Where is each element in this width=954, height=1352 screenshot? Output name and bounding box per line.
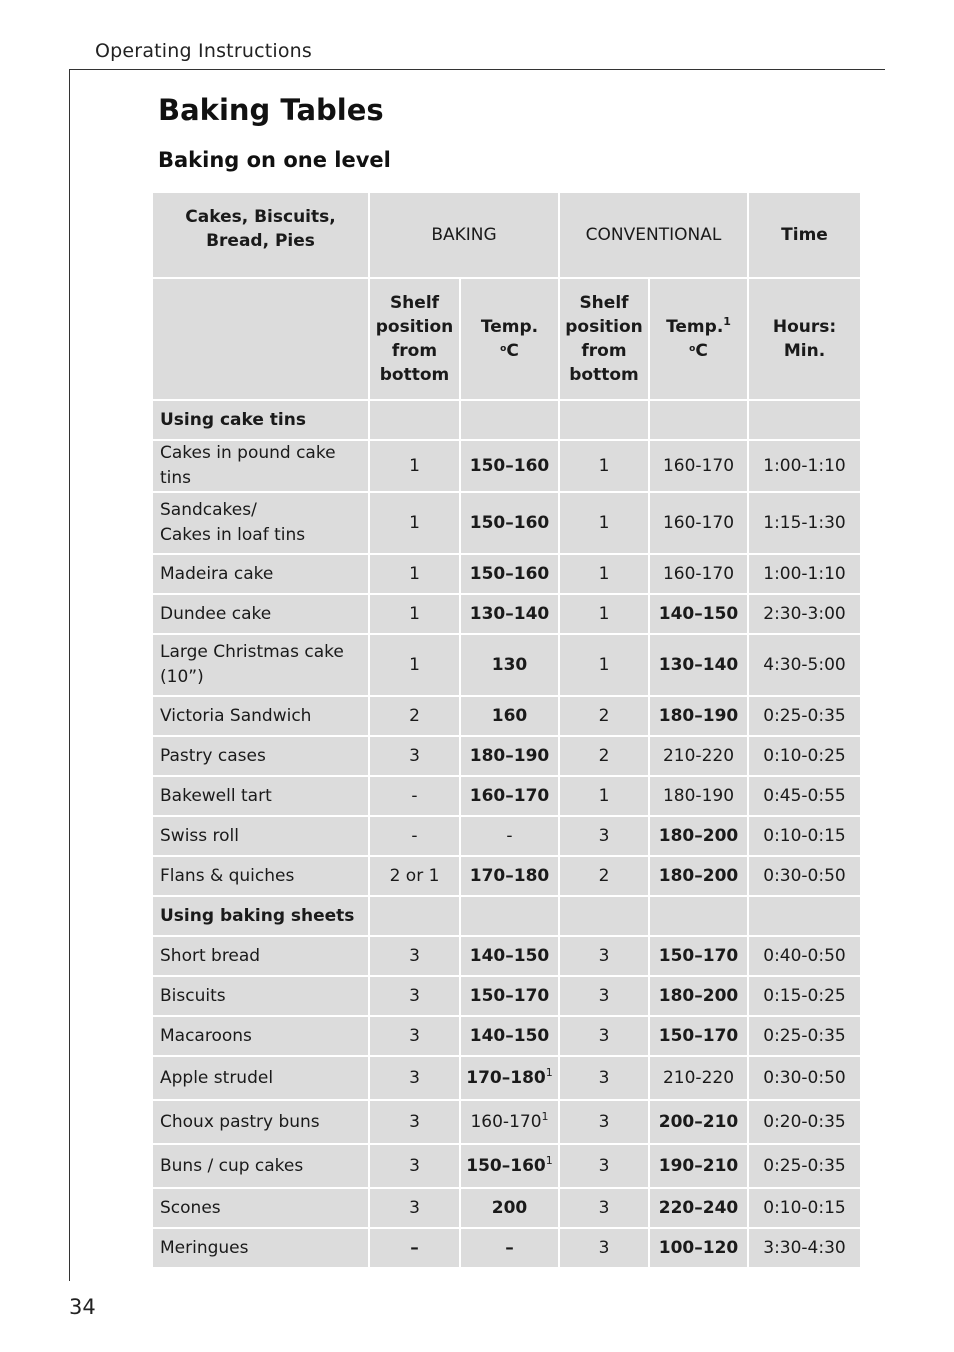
temp-baking-label: Temp. — [480, 317, 539, 337]
empty-cell — [559, 896, 649, 936]
shelf-conventional: 1 — [559, 634, 649, 696]
table-row — [152, 1100, 861, 1144]
temp-conventional: 150–170 — [649, 1016, 748, 1056]
temp-baking-value: 170–180 — [466, 1068, 546, 1088]
empty-cell — [559, 400, 649, 440]
item-name: Apple strudel — [152, 1056, 369, 1100]
temp-baking-value: 170–180 — [469, 866, 550, 886]
temp-conventional: 160-170 — [649, 554, 748, 594]
temp-baking — [460, 696, 559, 736]
item-name: Flans & quiches — [152, 856, 369, 896]
header-rule — [69, 69, 885, 70]
table-row — [152, 492, 861, 554]
shelf-conventional: 1 — [559, 594, 649, 634]
header-time-unit: Hours: Min. — [748, 278, 861, 400]
table-row — [152, 856, 861, 896]
time: 0:10-0:15 — [748, 1188, 861, 1228]
header-conventional: CONVENTIONAL — [559, 192, 748, 278]
temp-baking-value: 160-170 — [470, 1112, 542, 1132]
temp-baking-value: 130 — [491, 655, 528, 675]
temp-baking-value: 180–190 — [469, 746, 550, 766]
item-name: Large Christmas cake (10”) — [152, 634, 369, 696]
shelf-conventional: 2 — [559, 696, 649, 736]
header-row-sub — [152, 278, 861, 400]
shelf-conventional: 1 — [559, 440, 649, 492]
empty-cell — [748, 400, 861, 440]
temp-conventional: 190–210 — [649, 1144, 748, 1188]
header-temp-baking — [460, 278, 559, 400]
table-row — [152, 976, 861, 1016]
group-label: Using baking sheets — [152, 896, 369, 936]
time: 3:30-4:30 — [748, 1228, 861, 1268]
temp-baking — [460, 1100, 559, 1144]
temp-conventional: 100–120 — [649, 1228, 748, 1268]
temp-baking-value: 140–150 — [469, 946, 550, 966]
shelf-conventional: 2 — [559, 736, 649, 776]
item-name: Meringues — [152, 1228, 369, 1268]
table-body — [152, 400, 861, 1268]
shelf-baking: - — [369, 776, 460, 816]
temp-baking — [460, 1144, 559, 1188]
shelf-conventional: 3 — [559, 1056, 649, 1100]
temp-conventional: 160-170 — [649, 440, 748, 492]
empty-cell — [649, 896, 748, 936]
item-name: Swiss roll — [152, 816, 369, 856]
temp-baking — [460, 554, 559, 594]
shelf-baking: 3 — [369, 976, 460, 1016]
empty-cell — [748, 896, 861, 936]
temp-baking-value: 200 — [491, 1198, 528, 1218]
degree-sign: o — [500, 344, 507, 354]
shelf-conventional: 3 — [559, 976, 649, 1016]
time: 0:25-0:35 — [748, 1016, 861, 1056]
temp-baking — [460, 440, 559, 492]
header-row-top — [152, 192, 861, 278]
shelf-baking: 2 or 1 — [369, 856, 460, 896]
time: 2:30-3:00 — [748, 594, 861, 634]
running-head: Operating Instructions — [95, 40, 313, 62]
temp-conventional: 180–200 — [649, 816, 748, 856]
shelf-baking: 3 — [369, 1100, 460, 1144]
shelf-conventional: 3 — [559, 1016, 649, 1056]
table-row — [152, 736, 861, 776]
temp-baking-unit: $^o$C — [500, 341, 519, 361]
time: 0:20-0:35 — [748, 1100, 861, 1144]
temp-conventional: 180–200 — [649, 856, 748, 896]
table-row — [152, 696, 861, 736]
shelf-conventional: 3 — [559, 1100, 649, 1144]
temp-baking-value: 160–170 — [469, 786, 550, 806]
shelf-baking: 3 — [369, 1188, 460, 1228]
degree-sign: o — [689, 344, 696, 354]
temp-conv-label — [654, 315, 743, 339]
table-row — [152, 554, 861, 594]
item-name: Sandcakes/ Cakes in loaf tins — [152, 492, 369, 554]
empty-cell — [369, 896, 460, 936]
temp-conv-unit: $^o$C — [689, 341, 708, 361]
shelf-baking: 2 — [369, 696, 460, 736]
time: 1:00-1:10 — [748, 554, 861, 594]
margin-rule — [69, 69, 70, 1281]
shelf-conventional: 3 — [559, 1144, 649, 1188]
temp-conventional: 130–140 — [649, 634, 748, 696]
shelf-baking: 3 — [369, 1016, 460, 1056]
temp-baking — [460, 594, 559, 634]
temp-baking — [460, 634, 559, 696]
time: 0:30-0:50 — [748, 1056, 861, 1100]
time: 0:25-0:35 — [748, 696, 861, 736]
item-name: Short bread — [152, 936, 369, 976]
table-row — [152, 1188, 861, 1228]
temp-conv-text: Temp. — [666, 317, 724, 337]
shelf-conventional: 1 — [559, 492, 649, 554]
time: 0:25-0:35 — [748, 1144, 861, 1188]
temp-conventional: 180-190 — [649, 776, 748, 816]
shelf-baking: 1 — [369, 440, 460, 492]
temp-baking-value: 150–160 — [469, 564, 550, 584]
group-row — [152, 896, 861, 936]
empty-cell — [649, 400, 748, 440]
header-shelf-conv: Shelf position from bottom — [559, 278, 649, 400]
footnote-marker: 1 — [545, 1066, 553, 1079]
temp-baking-value: 130–140 — [469, 604, 550, 624]
time: 4:30-5:00 — [748, 634, 861, 696]
header-baking: BAKING — [369, 192, 559, 278]
temp-baking — [460, 936, 559, 976]
shelf-baking: 1 — [369, 554, 460, 594]
shelf-conventional: 3 — [559, 1188, 649, 1228]
shelf-baking: – — [369, 1228, 460, 1268]
time: 0:40-0:50 — [748, 936, 861, 976]
footnote-marker: 1 — [723, 315, 731, 328]
temp-conventional: 150–170 — [649, 936, 748, 976]
temp-baking — [460, 1188, 559, 1228]
item-name: Madeira cake — [152, 554, 369, 594]
shelf-baking: 1 — [369, 634, 460, 696]
table-row — [152, 936, 861, 976]
table-row — [152, 1056, 861, 1100]
time: 0:15-0:25 — [748, 976, 861, 1016]
shelf-conventional: 3 — [559, 1228, 649, 1268]
header-shelf-baking: Shelf position from bottom — [369, 278, 460, 400]
item-name: Bakewell tart — [152, 776, 369, 816]
group-row — [152, 400, 861, 440]
time: 0:30-0:50 — [748, 856, 861, 896]
temp-baking — [460, 1228, 559, 1268]
temp-baking — [460, 776, 559, 816]
footnote-marker: 1 — [541, 1110, 549, 1123]
shelf-baking: 1 — [369, 594, 460, 634]
item-name: Macaroons — [152, 1016, 369, 1056]
temp-baking — [460, 856, 559, 896]
shelf-conventional: 1 — [559, 776, 649, 816]
temp-baking-value: 150–170 — [469, 986, 550, 1006]
temp-conventional: 210-220 — [649, 736, 748, 776]
temp-baking — [460, 1016, 559, 1056]
temp-baking-value: 160 — [491, 706, 528, 726]
temp-conventional: 160-170 — [649, 492, 748, 554]
shelf-baking: - — [369, 816, 460, 856]
table-row — [152, 440, 861, 492]
item-name: Scones — [152, 1188, 369, 1228]
table-row — [152, 1016, 861, 1056]
temp-baking-value: 150–160 — [466, 1156, 546, 1176]
baking-table — [151, 191, 862, 1269]
temp-baking — [460, 736, 559, 776]
item-name: Pastry cases — [152, 736, 369, 776]
shelf-baking: 3 — [369, 936, 460, 976]
temp-conventional: 180–190 — [649, 696, 748, 736]
shelf-conventional: 3 — [559, 816, 649, 856]
time: 0:45-0:55 — [748, 776, 861, 816]
time: 1:00-1:10 — [748, 440, 861, 492]
header-category: Cakes, Biscuits, Bread, Pies — [152, 192, 369, 278]
footnote-marker: 1 — [545, 1154, 553, 1167]
item-name: Choux pastry buns — [152, 1100, 369, 1144]
temp-conventional: 210-220 — [649, 1056, 748, 1100]
section-title: Baking on one level — [158, 148, 391, 172]
group-label: Using cake tins — [152, 400, 369, 440]
shelf-baking: 1 — [369, 492, 460, 554]
temp-baking-value: – — [505, 1238, 514, 1258]
header-temp-conv — [649, 278, 748, 400]
page-title: Baking Tables — [158, 93, 384, 127]
page-number: 34 — [69, 1295, 96, 1319]
temp-conventional: 220–240 — [649, 1188, 748, 1228]
header-time: Time — [748, 192, 861, 278]
table-row — [152, 634, 861, 696]
shelf-conventional: 1 — [559, 554, 649, 594]
empty-cell — [369, 400, 460, 440]
temp-baking — [460, 816, 559, 856]
temp-conventional: 180–200 — [649, 976, 748, 1016]
empty-cell — [460, 400, 559, 440]
temp-baking — [460, 1056, 559, 1100]
item-name: Cakes in pound cake tins — [152, 440, 369, 492]
shelf-conventional: 2 — [559, 856, 649, 896]
table-row — [152, 816, 861, 856]
time: 0:10-0:15 — [748, 816, 861, 856]
temp-baking-value: 150–160 — [469, 456, 550, 476]
shelf-baking: 3 — [369, 736, 460, 776]
time: 1:15-1:30 — [748, 492, 861, 554]
temp-baking — [460, 492, 559, 554]
time: 0:10-0:25 — [748, 736, 861, 776]
table-row — [152, 776, 861, 816]
temp-baking-value: 140–150 — [469, 1026, 550, 1046]
item-name: Victoria Sandwich — [152, 696, 369, 736]
temp-baking-value: - — [506, 826, 513, 846]
temp-conventional: 200–210 — [649, 1100, 748, 1144]
table-row — [152, 1228, 861, 1268]
table-row — [152, 594, 861, 634]
shelf-conventional: 3 — [559, 936, 649, 976]
temp-baking — [460, 976, 559, 1016]
shelf-baking: 3 — [369, 1056, 460, 1100]
empty-cell — [460, 896, 559, 936]
item-name: Biscuits — [152, 976, 369, 1016]
shelf-baking: 3 — [369, 1144, 460, 1188]
temp-conventional: 140–150 — [649, 594, 748, 634]
temp-baking-value: 150–160 — [469, 513, 550, 533]
item-name: Dundee cake — [152, 594, 369, 634]
item-name: Buns / cup cakes — [152, 1144, 369, 1188]
header-empty — [152, 278, 369, 400]
table-row — [152, 1144, 861, 1188]
